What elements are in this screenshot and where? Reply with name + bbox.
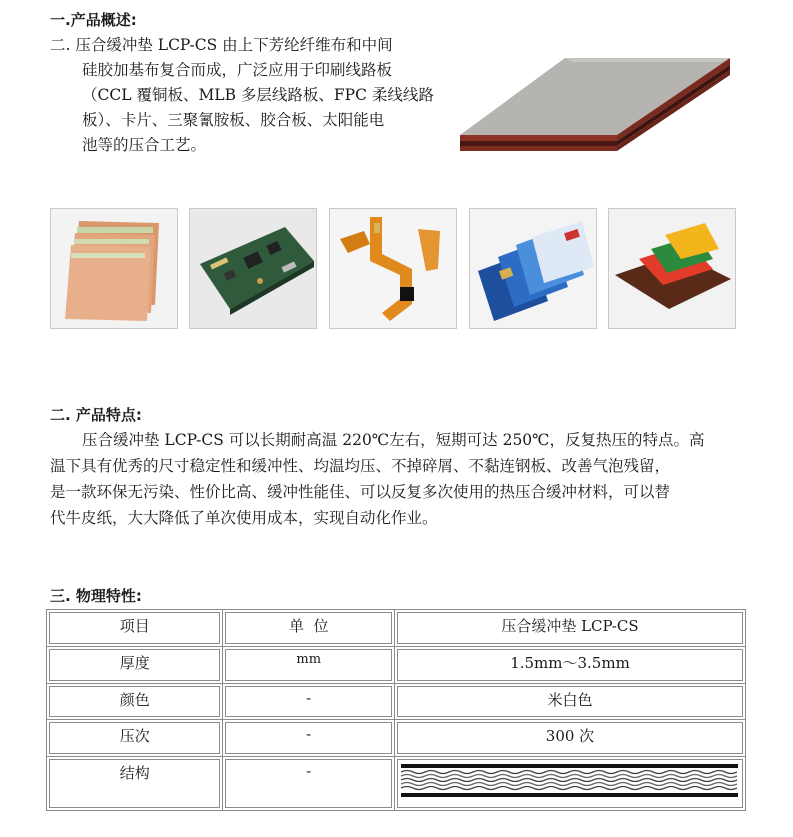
- table-row: [47, 684, 746, 720]
- table-row: [47, 647, 746, 684]
- header-product: 压合缓冲垫 LCP-CS: [394, 610, 745, 647]
- features-line-4: 代牛皮纸，大大降低了单次使用成本，实现自动化作业。: [50, 509, 438, 527]
- row-value: 米白色: [394, 684, 745, 720]
- multilayer-pcb-image: [189, 208, 317, 329]
- table-row: [47, 757, 746, 811]
- section-heading-properties: 三. 物理特性:: [50, 587, 142, 605]
- section-heading-features: 二. 产品特点:: [50, 406, 142, 424]
- row-value: 300 次: [394, 720, 745, 757]
- overview-line-2: 硅胶加基布复合而成，广泛应用于印刷线路板: [82, 61, 393, 79]
- row-label: 压次: [47, 720, 223, 757]
- structure-diagram: [401, 761, 738, 801]
- row-unit: -: [223, 757, 395, 811]
- row-value: 1.5mm～3.5mm: [394, 647, 745, 684]
- melamine-boards-image: [608, 208, 736, 329]
- row-label: 颜色: [47, 684, 223, 720]
- fpc-flex-circuit-image: [329, 208, 457, 329]
- overview-line-5: 池等的压合工艺。: [82, 136, 207, 154]
- features-line-2: 温下具有优秀的尺寸稳定性和缓冲性、均温均压、不掉碎屑、不黏连钢板、改善气泡残留，: [50, 457, 671, 475]
- table-row: [47, 720, 746, 757]
- ccl-copper-laminate-image: [50, 208, 178, 329]
- section-heading-overview: 一.产品概述:: [50, 11, 137, 29]
- properties-table: [46, 609, 746, 811]
- overview-line-4: 板）、卡片、三聚氰胺板、胶合板、太阳能电: [82, 111, 385, 129]
- cards-image: [469, 208, 597, 329]
- row-label: 结构: [47, 757, 223, 811]
- buffer-pad-image: [455, 38, 735, 160]
- row-unit: -: [223, 720, 395, 757]
- header-item: 项目: [47, 610, 223, 647]
- row-label: 厚度: [47, 647, 223, 684]
- overview-line-1: 二. 压合缓冲垫 LCP-CS 由上下芳纶纤维布和中间: [50, 36, 393, 54]
- overview-line-3: （CCL 覆铜板、MLB 多层线路板、FPC 柔线线路: [82, 86, 434, 104]
- table-header-row: [47, 610, 746, 647]
- row-unit: -: [223, 684, 395, 720]
- row-structure: [394, 757, 745, 811]
- features-line-1: 压合缓冲垫 LCP-CS 可以长期耐高温 220℃左右，短期可达 250℃，反复热压的特点。高: [82, 431, 705, 449]
- features-line-3: 是一款环保无污染、性价比高、缓冲性能佳、可以反复多次使用的热压合缓冲材料，可以替: [50, 483, 671, 501]
- row-unit: mm: [223, 647, 395, 684]
- header-unit: 单 位: [223, 610, 395, 647]
